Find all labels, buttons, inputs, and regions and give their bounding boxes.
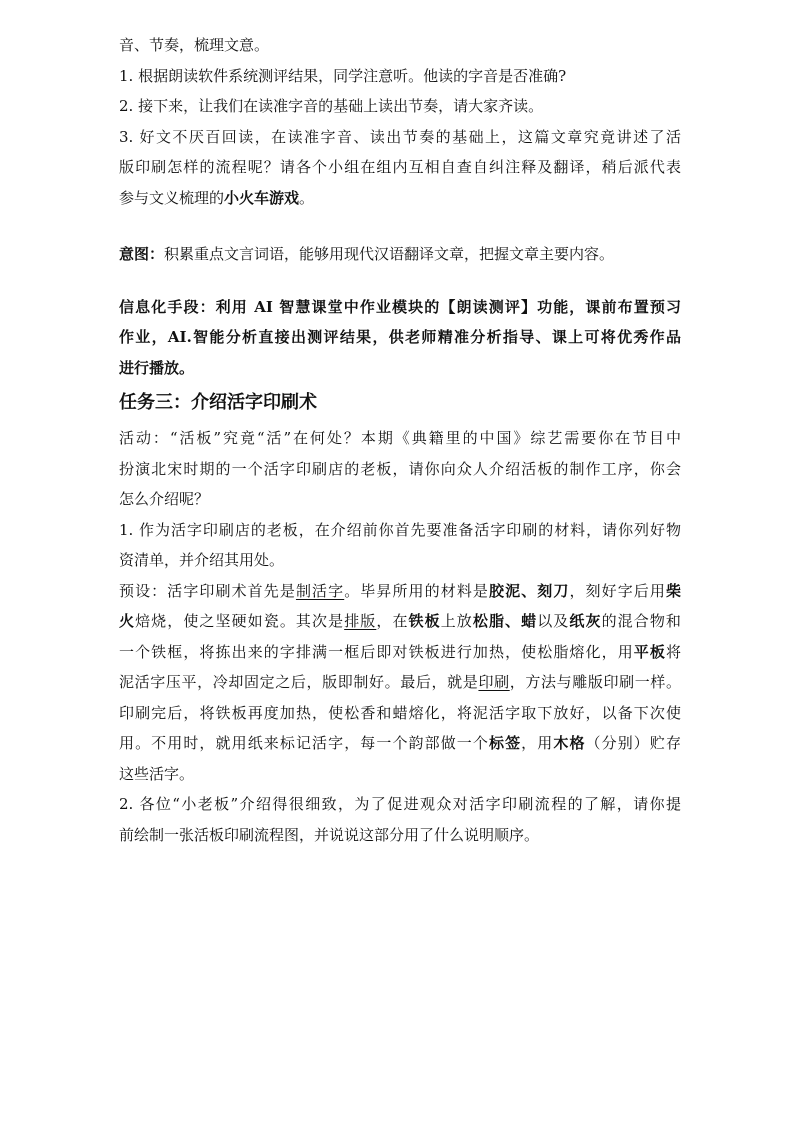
preset-text: 上放 [440,612,473,630]
intent-paragraph [119,239,681,270]
info-line-3: 进行播放。 [119,358,195,377]
preset-term-bold: 标签 [488,734,522,752]
preset-text: ，方法与雕版印刷一样。 [509,673,681,691]
preset-term-underlined: 印刷 [478,673,510,691]
question-2: 2. 接下来，让我们在读准字音的基础上读出节奏，请大家齐读。 [119,97,544,115]
preset-term-bold: 柴 [665,581,681,600]
preset-term-bold: 平板 [633,642,666,661]
question-3-line-1: 3. 好文不厌百回读，在读准字音、读出节奏的基础上，这篇文章究竟讲述了活 [119,127,681,146]
preset-text: 的混合物和 [601,612,681,630]
preset-term-underlined: 制活字 [295,581,345,600]
question-3-line-3 [119,183,681,214]
preset-text: ，用 [521,734,554,752]
preset-text: 用。不用时，就用纸来标记活字，每一个韵部做一个 [119,734,489,752]
preset-text: ，在 [376,612,409,630]
preset-text: 一个铁框，将拣出来的字排满一框后即对铁板进行加热，使松脂熔化，用 [119,642,634,661]
preset-text: 。毕昇所用的材料是 [344,581,489,600]
question-3-end: 。 [299,188,315,207]
intro-line: 音、节奏，梳理文意。 [119,36,270,54]
activity-line-3: 怎么介绍呢？ [119,490,210,508]
preset-term-bold: 铁板 [408,612,441,630]
activity-line-1: 活动：“活板”究竟“活”在何处？本期《典籍里的中国》综艺需要你在节目中 [119,429,681,447]
preset-line-7: 这些活字。 [119,764,195,783]
preset-text: 将 [665,642,681,661]
step-1-line-2: 资清单，并介绍其用处。 [119,551,285,569]
question-3-line-2: 版印刷怎样的流程呢？请各个小组在组内互相自查自纠注释及翻译，稍后派代表 [119,158,681,176]
step-1-line-1: 1. 作为活字印刷店的老板，在介绍前你首先要准备活字印刷的材料，请你列好物 [119,520,681,539]
question-3-text: 参与文义梳理的 [119,188,225,207]
preset-line-3 [119,637,681,668]
preset-line-5: 印刷完后，将铁板再度加热，使松香和蜡熔化，将泥活字取下放好，以备下次使 [119,703,681,722]
preset-term-bold: 火 [119,612,136,630]
preset-term-bold: 胶泥、刻刀 [489,581,570,600]
preset-term-bold: 松脂、蜡 [472,612,538,630]
info-line-1: 信息化手段：利用 AI 智慧课堂中作业模块的【朗读测评】功能，课前布置预习 [119,297,681,316]
question-1: 1. 根据朗读软件系统测评结果，同学注意听。他读的字音是否准确? [119,66,567,85]
preset-line-6 [119,728,681,759]
activity-line-2: 扮演北宋时期的一个活字印刷店的老板，请你向众人介绍活板的制作工序，你会 [119,459,681,478]
train-game-term: 小火车游戏 [224,188,300,207]
preset-text: 泥活字压平，冷却固定之后，版即制好。最后，就是 [119,673,479,691]
preset-term-underlined: 排版 [344,612,377,630]
task-heading: 任务三：介绍活字印刷术 [119,392,317,413]
intent-label: 意图： [119,245,165,263]
preset-text: （分别）贮存 [585,734,681,752]
info-line-2: 作业，AI.智能分析直接出测评结果，供老师精准分析指导、课上可将优秀作品 [119,328,681,346]
preset-text: 预设：活字印刷术首先是 [119,581,296,600]
preset-text: 以及 [537,612,570,630]
preset-line-1 [119,576,681,607]
preset-term-bold: 纸灰 [569,612,602,630]
intent-text: 积累重点文言词语，能够用现代汉语翻译文章，把握文章主要内容。 [164,245,615,263]
step-2-line-1: 2. 各位“小老板”介绍得很细致，为了促进观众对活字印刷流程的了解，请你提 [119,795,681,813]
document-page [119,30,681,850]
preset-line-4 [119,667,681,698]
step-2-line-2: 前绘制一张活板印刷流程图，并说说这部分用了什么说明顺序。 [119,825,540,844]
preset-term-bold: 木格 [553,734,586,752]
preset-line-2 [119,606,681,637]
preset-text: ，刻好字后用 [569,581,666,600]
preset-text: 焙烧，使之坚硬如瓷。其次是 [135,612,345,630]
